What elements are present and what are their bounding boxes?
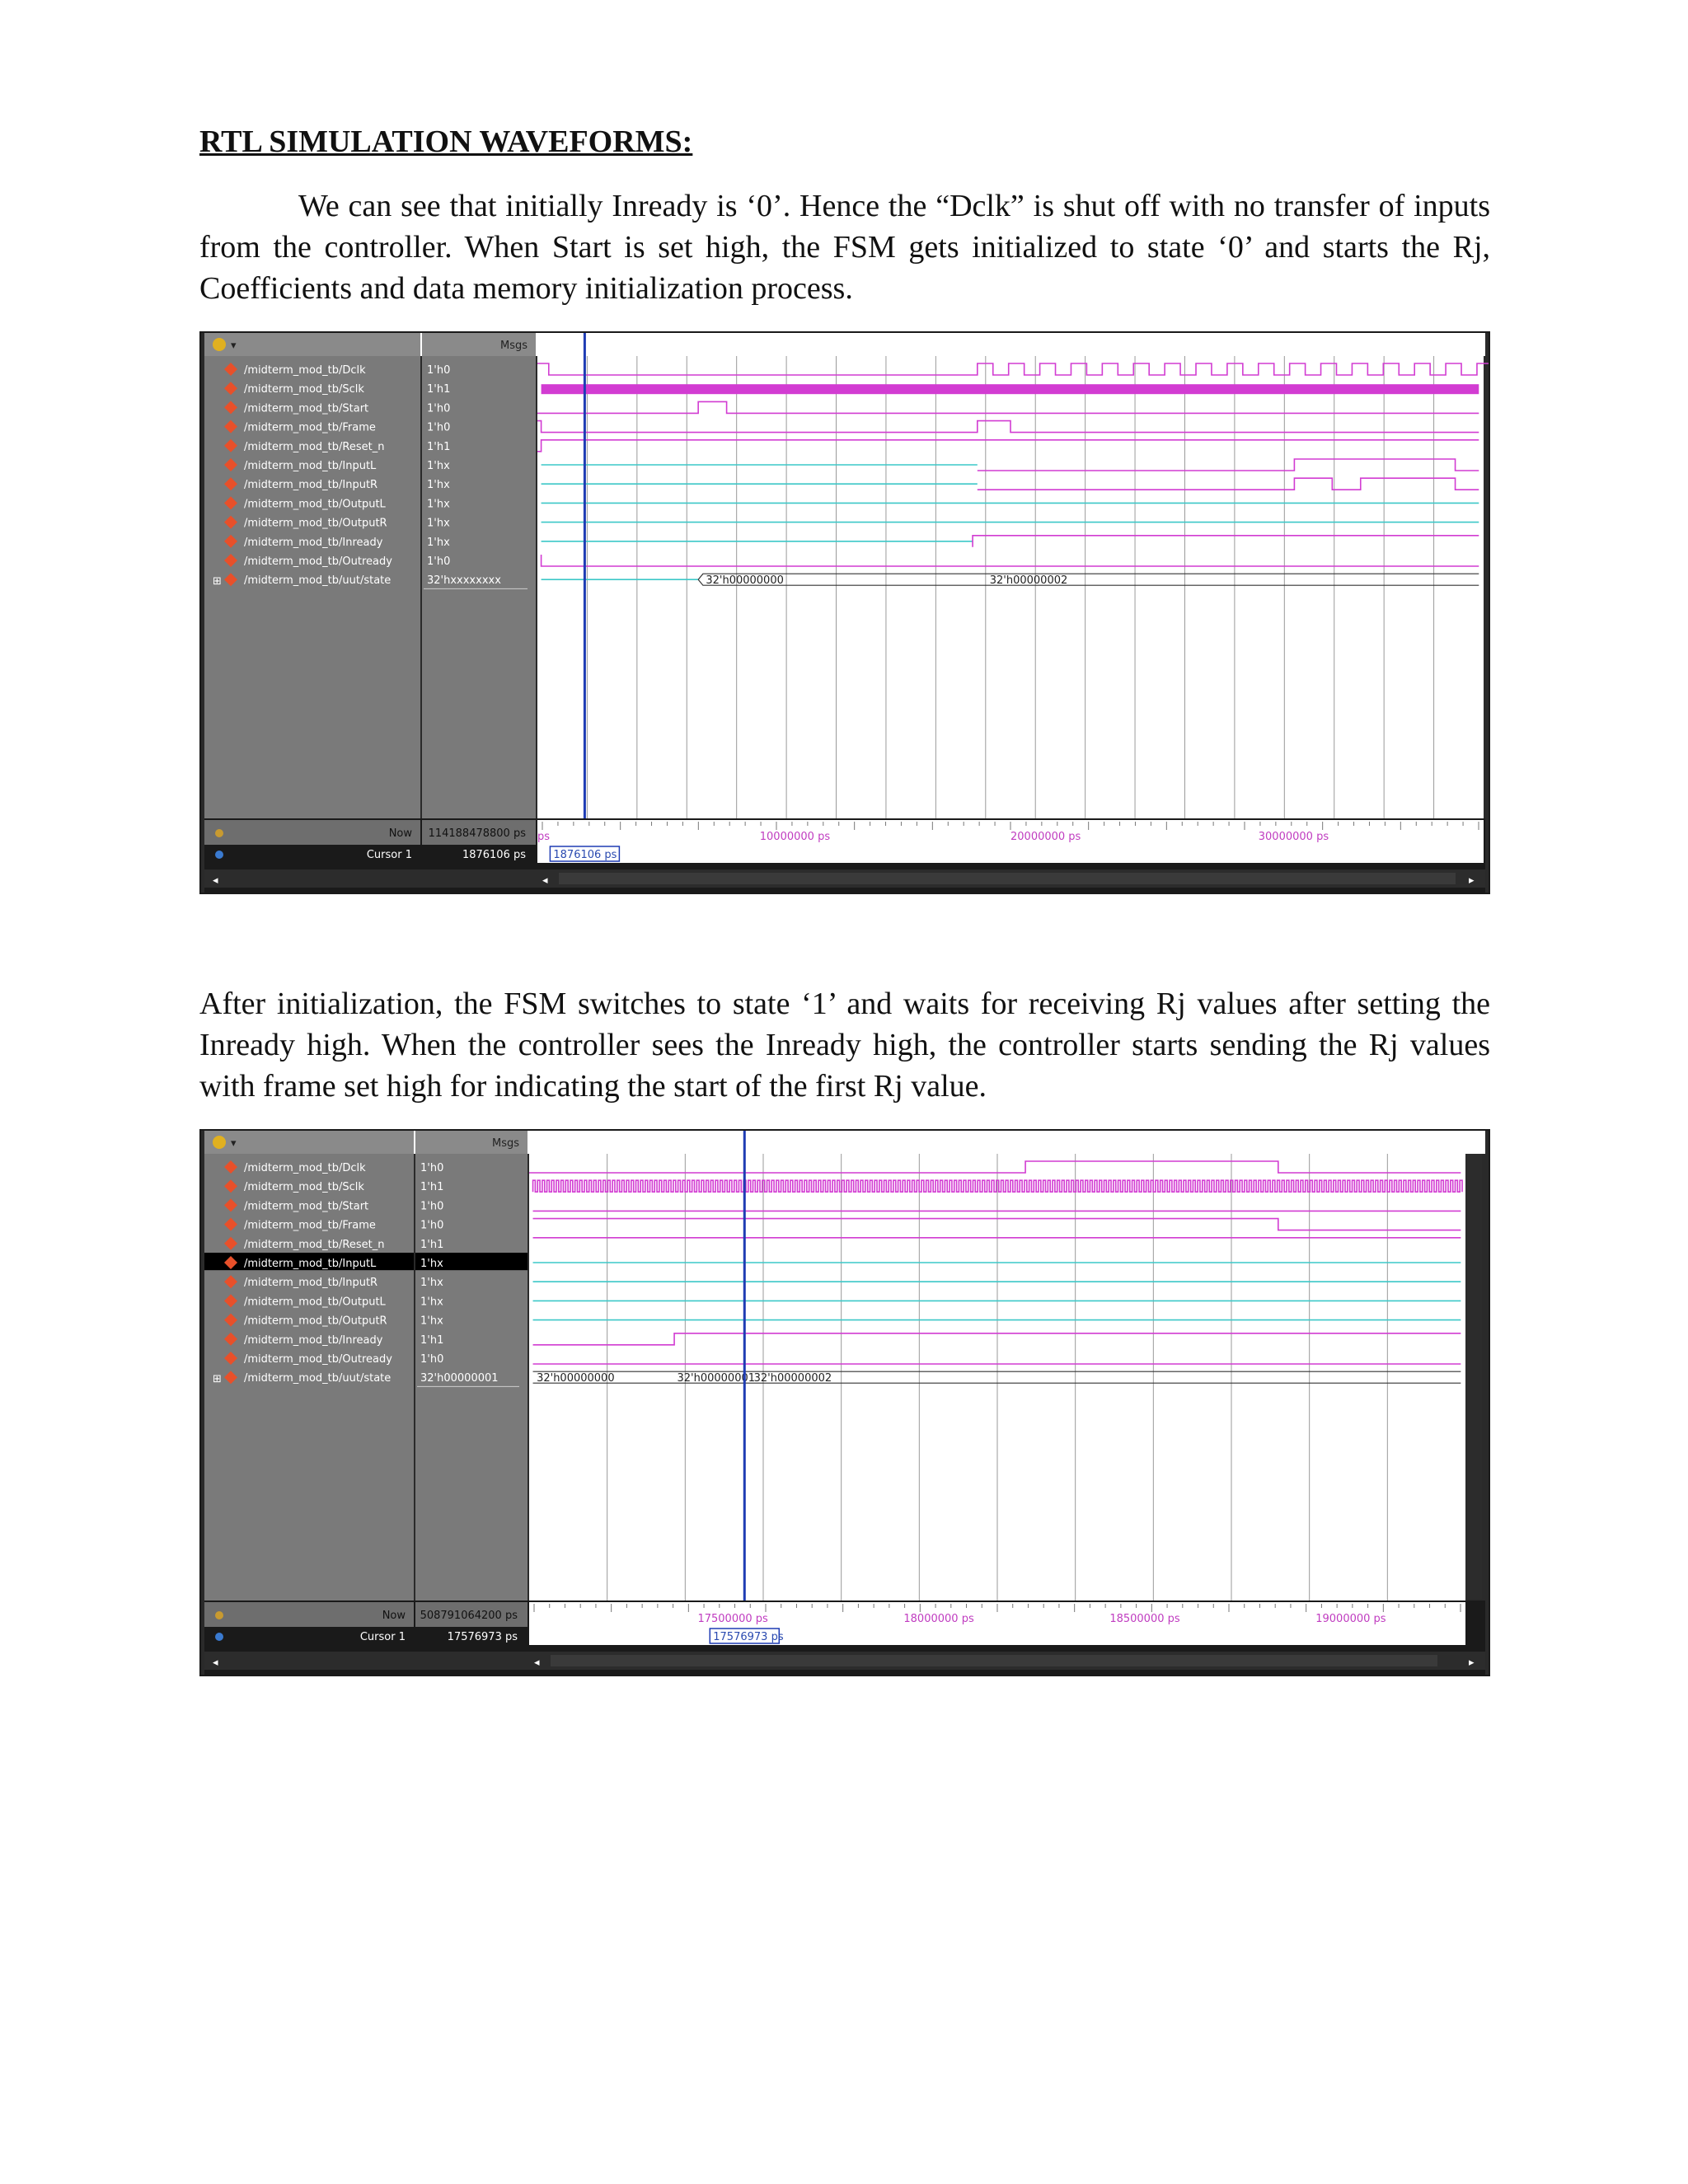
- scroll-right-icon: ▸: [1469, 1657, 1475, 1669]
- signal-name[interactable]: /midterm_mod_tb/Frame: [244, 421, 376, 434]
- time-tick-label: 30000000 ps: [1258, 831, 1329, 843]
- scroll-left-icon: ◂: [213, 874, 218, 887]
- signal-name[interactable]: /midterm_mod_tb/Frame: [244, 1219, 376, 1232]
- time-tick-label: 20000000 ps: [1010, 831, 1081, 843]
- scroll-left-icon: ◂: [534, 1657, 540, 1669]
- signal-name[interactable]: /midterm_mod_tb/Sclk: [244, 1181, 364, 1194]
- signal-name[interactable]: /midterm_mod_tb/InputL: [244, 1258, 377, 1270]
- signal-value: 1'hx: [420, 1258, 443, 1270]
- state-bus-label: 32'h00000000: [537, 1372, 615, 1385]
- cursor-flag: 17576973 ps: [713, 1631, 784, 1643]
- now-value: 114188478800 ps: [428, 827, 526, 840]
- waveform-window-1[interactable]: [199, 331, 1490, 894]
- section-heading: RTL SIMULATION WAVEFORMS:: [199, 124, 693, 159]
- state-bus-label: 32'h00000002: [753, 1372, 832, 1385]
- expand-icon: ⊞: [213, 575, 222, 588]
- signal-value: 1'hx: [420, 1296, 443, 1309]
- signal-name[interactable]: /midterm_mod_tb/InputL: [244, 460, 377, 472]
- waveform-canvas-1[interactable]: [201, 333, 1489, 893]
- cursor-value: 1876106 ps: [462, 849, 526, 861]
- lock-icon: [215, 851, 223, 859]
- signal-value: 1'h0: [420, 1162, 444, 1174]
- paragraph-rj-values: After initialization, the FSM switches to state ‘1’ and waits for receiving Rj values after setting the Inready high. When the controller sees the Inready high, the controller starts sending the Rj values with frame set high for indicating the start of the first Rj value.: [199, 987, 1490, 1104]
- cursor-label: Cursor 1: [366, 849, 412, 861]
- signal-name[interactable]: /midterm_mod_tb/Dclk: [244, 1162, 366, 1174]
- signal-value: 1'hx: [420, 1315, 443, 1328]
- signal-value: 1'hx: [427, 460, 450, 472]
- wave-toolbar-icon: [213, 338, 226, 351]
- expand-icon: ⊞: [213, 1373, 222, 1386]
- dropdown-arrow-icon: ▾: [231, 340, 237, 352]
- signal-name[interactable]: /midterm_mod_tb/Start: [244, 1200, 369, 1213]
- time-tick-label: 18000000 ps: [903, 1613, 974, 1625]
- signal-value: 1'h1: [420, 1333, 444, 1347]
- signal-name[interactable]: /midterm_mod_tb/OutputR: [244, 1315, 387, 1328]
- msgs-header: Msgs: [499, 340, 528, 352]
- time-tick-label: 18500000 ps: [1109, 1613, 1180, 1625]
- now-value: 508791064200 ps: [420, 1610, 518, 1622]
- signal-value: 1'hx: [420, 1277, 443, 1290]
- signal-value: 1'hx: [427, 479, 450, 492]
- signal-name[interactable]: /midterm_mod_tb/OutputR: [244, 517, 387, 530]
- waveform-canvas-2[interactable]: [201, 1131, 1489, 1675]
- signal-name[interactable]: /midterm_mod_tb/Start: [244, 402, 369, 415]
- now-icon: [215, 1611, 223, 1619]
- signal-value: 32'hxxxxxxxx: [427, 574, 501, 588]
- signal-value: 1'h0: [427, 555, 451, 568]
- time-tick-label: 17500000 ps: [697, 1613, 768, 1625]
- signal-name[interactable]: /midterm_mod_tb/Outready: [244, 1353, 392, 1366]
- signal-value: 1'h1: [427, 440, 451, 453]
- scrollbar-thumb: [559, 873, 1456, 884]
- signal-name[interactable]: /midterm_mod_tb/Reset_n: [244, 440, 385, 453]
- signal-value: 1'h0: [427, 402, 451, 415]
- vertical-scrollbar: [1467, 1154, 1482, 1599]
- cursor-value: 17576973 ps: [447, 1631, 518, 1643]
- signal-name[interactable]: /midterm_mod_tb/uut/state: [244, 574, 392, 588]
- now-label: Now: [388, 827, 412, 840]
- scroll-left-icon: ◂: [542, 874, 548, 887]
- lock-icon: [215, 1633, 223, 1641]
- scrollbar-thumb: [551, 1655, 1437, 1666]
- signal-value: 1'h1: [420, 1181, 444, 1194]
- footer-now-cell: [204, 820, 420, 845]
- signal-name[interactable]: /midterm_mod_tb/InputR: [244, 479, 378, 492]
- state-bus-label: 32'h00000002: [989, 574, 1068, 588]
- signal-name[interactable]: /midterm_mod_tb/Dclk: [244, 364, 366, 377]
- signal-name[interactable]: /midterm_mod_tb/Reset_n: [244, 1238, 385, 1251]
- cursor-label: Cursor 1: [359, 1631, 406, 1643]
- signal-value: 1'h0: [427, 364, 451, 377]
- time-tick-label: 10000000 ps: [759, 831, 831, 843]
- paragraph-initialization: We can see that initially Inready is ‘0’. Hence the “Dclk” is shut off with no transfer of inputs from the controller. When Start is set high, the FSM gets initialized to state ‘0’ and starts the Rj, Coefficients and data memory initialization process.: [199, 189, 1490, 306]
- time-tick-label: ps: [537, 831, 551, 843]
- signal-value: 1'h1: [427, 383, 451, 396]
- cursor-flag: 1876106 ps: [553, 849, 617, 861]
- signal-name[interactable]: /midterm_mod_tb/InputR: [244, 1277, 378, 1290]
- signal-value: 1'h1: [420, 1238, 444, 1251]
- now-icon: [215, 829, 223, 837]
- state-bus-label: 32'h00000001: [677, 1372, 756, 1385]
- dropdown-arrow-icon: ▾: [231, 1137, 237, 1150]
- msgs-header: Msgs: [491, 1137, 519, 1150]
- signal-name[interactable]: /midterm_mod_tb/uut/state: [244, 1372, 392, 1385]
- time-tick-label: 19000000 ps: [1315, 1613, 1386, 1625]
- signal-value: 1'hx: [427, 536, 450, 549]
- header-name-cell: [204, 333, 420, 356]
- waveform-window-2[interactable]: [199, 1129, 1490, 1676]
- signal-name[interactable]: /midterm_mod_tb/OutputL: [244, 498, 386, 511]
- signal-value: 1'hx: [427, 498, 450, 511]
- wave-toolbar-icon: [213, 1136, 226, 1149]
- state-bus-label: 32'h00000000: [706, 574, 784, 588]
- scroll-right-icon: ▸: [1469, 874, 1475, 887]
- signal-name[interactable]: /midterm_mod_tb/Inready: [244, 536, 383, 549]
- signal-value: 1'h0: [420, 1219, 444, 1232]
- signal-value: 32'h00000001: [420, 1372, 499, 1385]
- scroll-left-icon: ◂: [213, 1657, 218, 1669]
- now-label: Now: [382, 1610, 406, 1622]
- signal-name[interactable]: /midterm_mod_tb/Inready: [244, 1333, 383, 1347]
- signal-name[interactable]: /midterm_mod_tb/OutputL: [244, 1296, 386, 1309]
- signal-value: 1'h0: [427, 421, 451, 434]
- sclk-wave: [542, 384, 1479, 394]
- signal-value: 1'h0: [420, 1200, 444, 1213]
- signal-name[interactable]: /midterm_mod_tb/Outready: [244, 555, 392, 568]
- signal-value: 1'hx: [427, 517, 450, 530]
- signal-name[interactable]: /midterm_mod_tb/Sclk: [244, 383, 364, 396]
- signal-value: 1'h0: [420, 1353, 444, 1366]
